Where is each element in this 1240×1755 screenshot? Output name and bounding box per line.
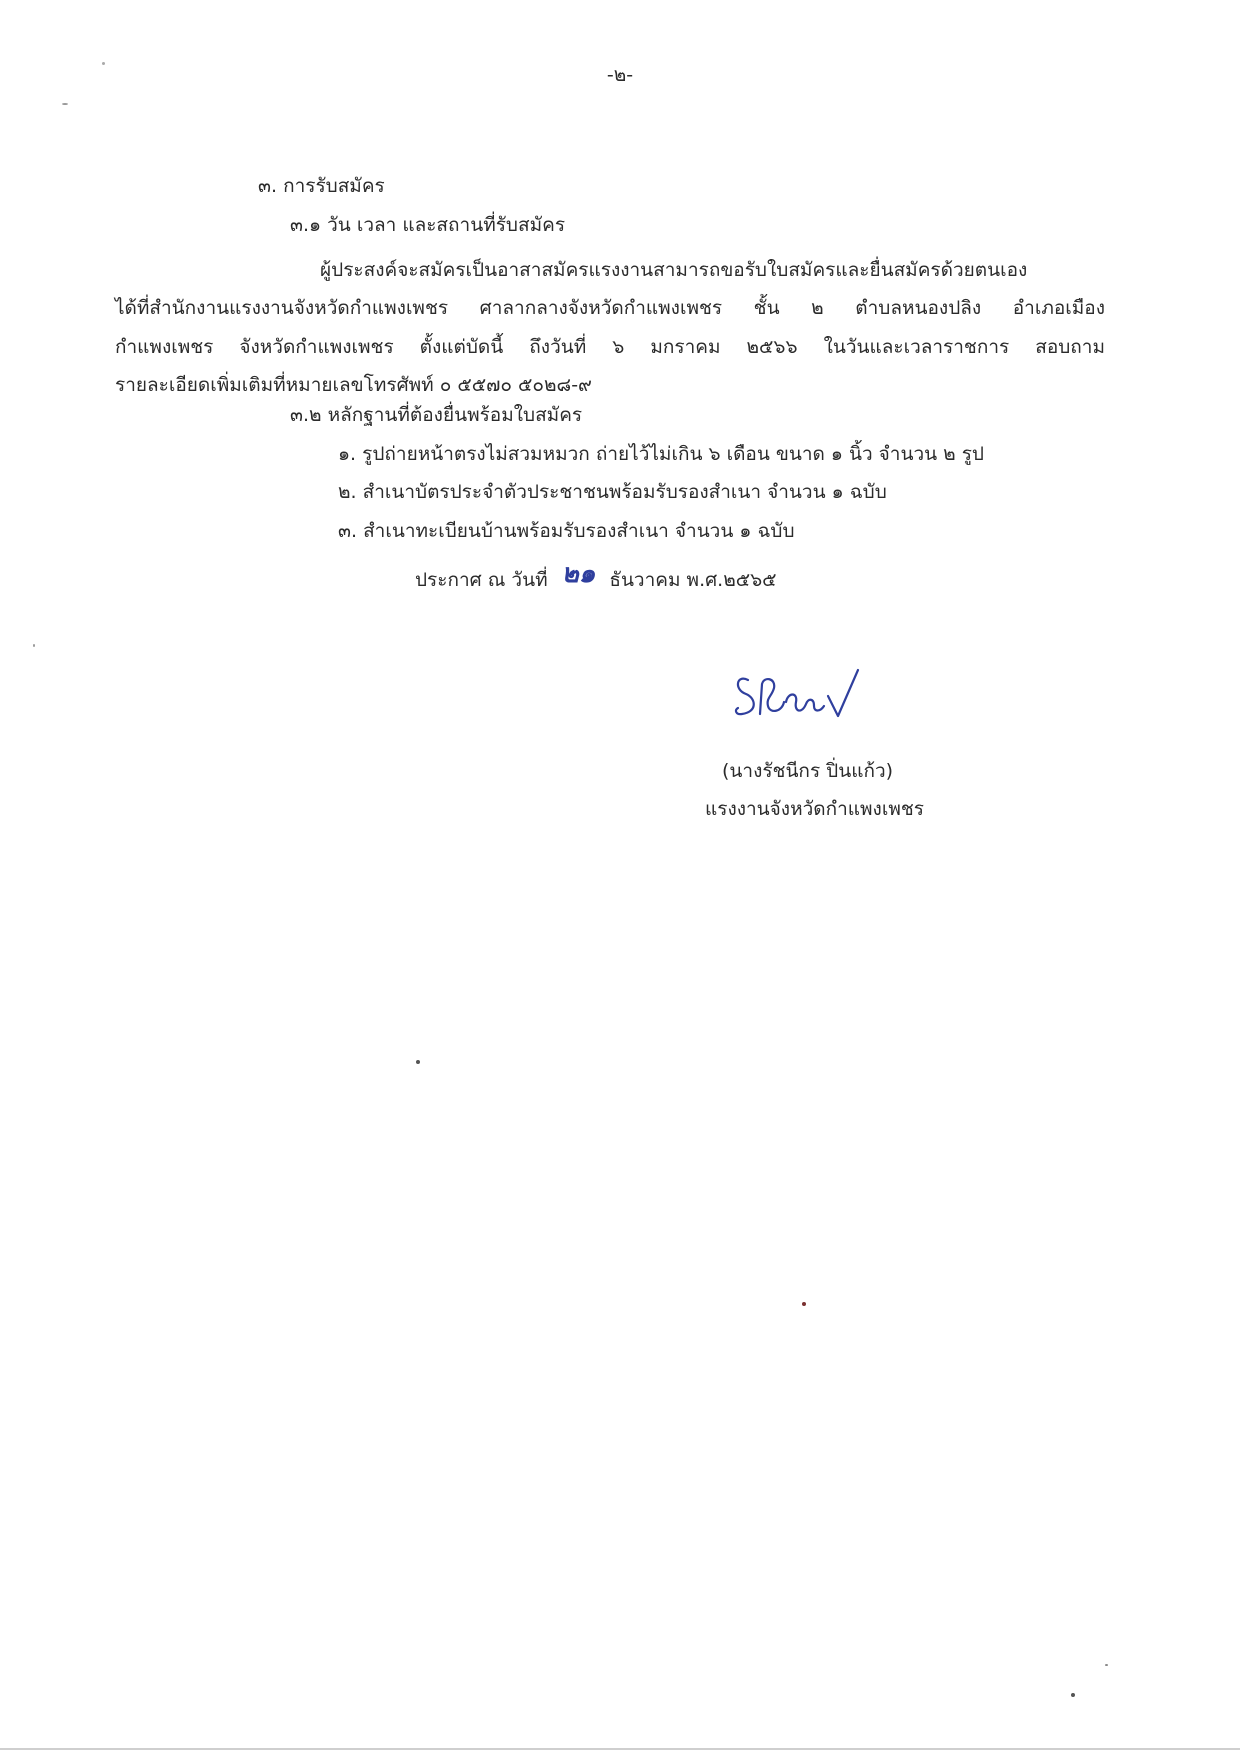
section-3-1-heading: ๓.๑ วัน เวลา และสถานที่รับสมัคร [290, 214, 566, 236]
announcement-prefix: ประกาศ ณ วันที่ [415, 569, 548, 591]
signer-title: แรงงานจังหวัดกำแพงเพชร [705, 798, 924, 820]
scan-edge [0, 1748, 1240, 1750]
section-3-2-heading: ๓.๒ หลักฐานที่ต้องยื่นพร้อมใบสมัคร [290, 404, 583, 426]
paragraph-line: กำแพงเพชร จังหวัดกำแพงเพชร ตั้งแต่บัดนี้ ถึงวันที่ ๖ มกราคม ๒๕๖๖ ในวันและเวลาราชการ สอบถาม [115, 335, 1105, 358]
paragraph-line: ผู้ประสงค์จะสมัครเป็นอาสาสมัครแรงงานสามารถขอรับใบสมัครและยื่นสมัครด้วยตนเอง [320, 259, 1028, 281]
scan-speck [33, 644, 35, 647]
scan-speck [1071, 1693, 1075, 1697]
handwritten-signature [728, 662, 878, 734]
paragraph-line: รายละเอียดเพิ่มเติมที่หมายเลขโทรศัพท์ ๐ ๕๕๗๐ ๕๐๒๘-๙ [115, 373, 592, 396]
scan-speck [62, 103, 68, 105]
scan-speck [1105, 1664, 1108, 1666]
handwritten-day: ๒๑ [561, 559, 596, 589]
scan-speck [802, 1302, 806, 1306]
scan-speck [102, 62, 105, 65]
application-details-paragraph [115, 251, 1105, 404]
required-document-item: ๒. สำเนาบัตรประจำตัวประชาชนพร้อมรับรองสำเนา จำนวน ๑ ฉบับ [338, 481, 887, 503]
signer-name: (นางรัชนีกร ปิ่นแก้ว) [722, 760, 894, 782]
section-3-heading: ๓. การรับสมัคร [258, 175, 385, 197]
announcement-date [415, 559, 777, 593]
scan-speck [416, 1060, 420, 1064]
paragraph-line: ได้ที่สำนักงานแรงงานจังหวัดกำแพงเพชร ศาลากลางจังหวัดกำแพงเพชร ชั้น ๒ ตำบลหนองปลิง อำเภอเมือง [115, 297, 1105, 320]
announcement-suffix: ธันวาคม พ.ศ.๒๕๖๕ [609, 569, 777, 591]
required-document-item: ๓. สำเนาทะเบียนบ้านพร้อมรับรองสำเนา จำนวน ๑ ฉบับ [338, 520, 795, 542]
page-number: -๒- [606, 64, 634, 86]
required-document-item: ๑. รูปถ่ายหน้าตรงไม่สวมหมวก ถ่ายไว้ไม่เกิน ๖ เดือน ขนาด ๑ นิ้ว จำนวน ๒ รูป [338, 443, 984, 465]
